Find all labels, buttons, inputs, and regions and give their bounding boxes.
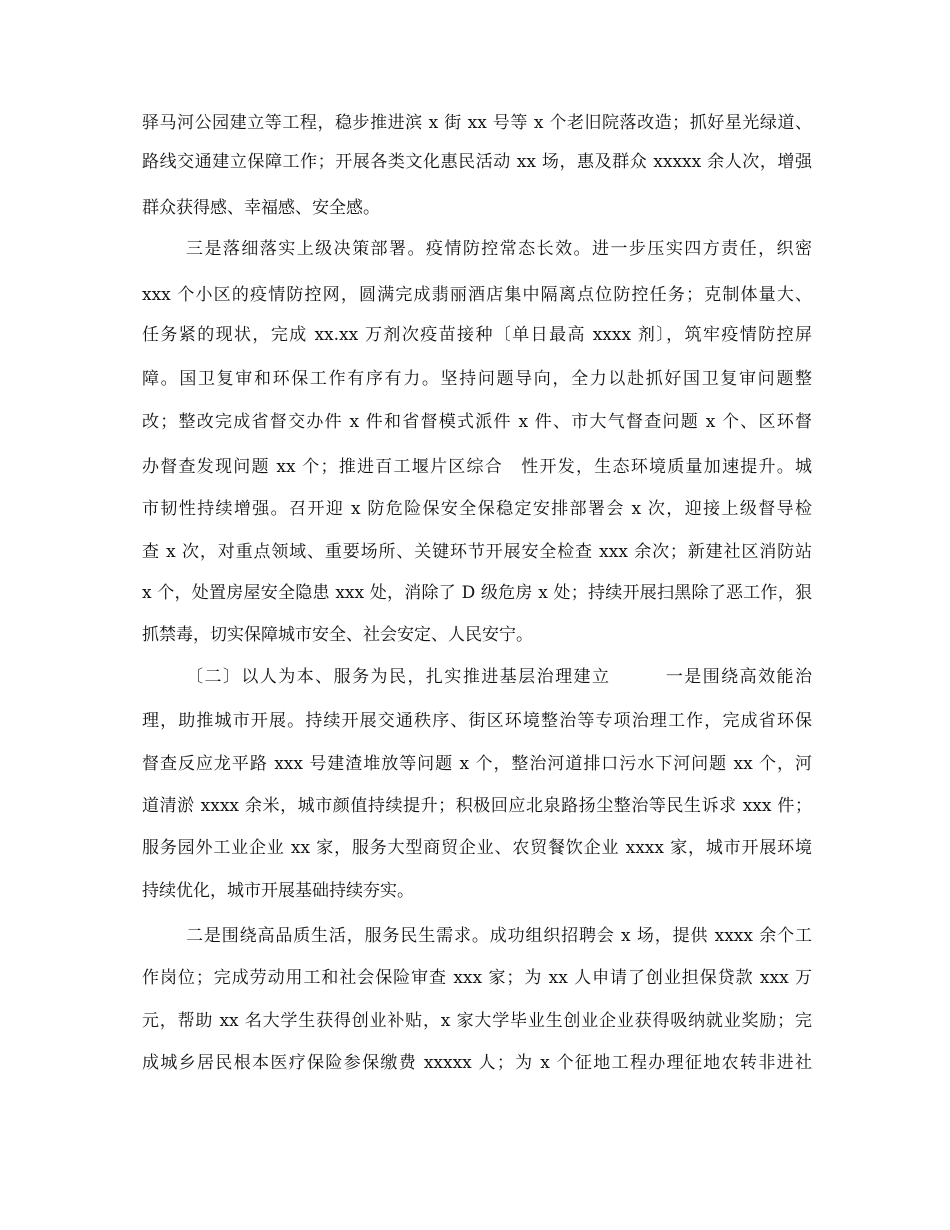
text-line: 元，帮助 xx 名大学生获得创业补贴，x 家大学毕业生创业企业获得吸纳就业奖励；完	[142, 1011, 812, 1031]
text-line: 服务园外工业企业 xx 家，服务大型商贸企业、农贸餐饮企业 xxxx 家，城市开展环境	[142, 838, 812, 858]
text-line: 督查反应龙平路 xxx 号建渣堆放等问题 x 个，整治河道排口污水下河问题 xx 个，河	[142, 754, 812, 774]
text-line: 持续优化，城市开展基础持续夯实。	[142, 881, 414, 901]
text-line: 查 x 次，对重点领域、重要场所、关键环节开展安全检查 xxx 余次；新建社区消防站	[142, 542, 812, 562]
text-line: x 个，处置房屋安全隐患 xxx 处，消除了 D 级危房 x 处；持续开展扫黑除了恶工作，狠	[142, 583, 812, 603]
text-line: 任务紧的现状，完成 xx.xx 万剂次疫苗接种〔单日最高 xxxx 剂〕，筑牢疫情防控屏	[142, 325, 812, 345]
section-heading-line: 〔二〕以人为本、服务为民，扎实推进基层治理建立 一是围绕高效能治	[186, 667, 812, 687]
text-line: xxx 个小区的疫情防控网，圆满完成翡丽酒店集中隔离点位防控任务；克制体量大、	[142, 285, 812, 305]
text-line: 驿马河公园建立等工程，稳步推进滨 x 街 xx 号等 x 个老旧院落改造；抓好星光绿道、	[142, 113, 812, 133]
text-line: 路线交通建立保障工作；开展各类文化惠民活动 xx 场，惠及群众 xxxxx 余人次，增强	[142, 152, 812, 172]
paragraph-first-line: 二是围绕高品质生活，服务民生需求。成功组织招聘会 x 场，提供 xxxx 余个工	[186, 926, 812, 946]
text-line: 抓禁毒，切实保障城市安全、社会安定、人民安宁。	[142, 625, 533, 645]
text-line: 理，助推城市开展。持续开展交通秩序、街区环境整治等专项治理工作，完成省环保	[142, 711, 812, 731]
text-line: 成城乡居民根本医疗保险参保缴费 xxxxx 人；为 x 个征地工程办理征地农转非进社	[142, 1053, 812, 1073]
text-line: 作岗位；完成劳动用工和社会保险审查 xxx 家；为 xx 人申请了创业担保贷款 xxx 万	[142, 968, 812, 988]
text-line: 市韧性持续增强。召开迎 x 防危险保安全保稳定安排部署会 x 次，迎接上级督导检	[142, 499, 812, 519]
text-line: 道清淤 xxxx 余米，城市颜值持续提升；积极回应北泉路扬尘整治等民生诉求 xxx 件；	[142, 796, 812, 816]
text-line: 办督查发现问题 xx 个；推进百工堰片区综合 性开发，生态环境质量加速提升。城	[142, 457, 812, 477]
text-line: 群众获得感、幸福感、安全感。	[142, 198, 380, 218]
paragraph-first-line: 三是落细落实上级决策部署。疫情防控常态长效。进一步压实四方责任，织密	[186, 239, 812, 259]
text-line: 改；整改完成省督交办件 x 件和省督模式派件 x 件、市大气督查问题 x 个、区环督	[142, 412, 812, 432]
text-line: 障。国卫复审和环保工作有序有力。坚持问题导向，全力以赴抓好国卫复审问题整	[142, 369, 812, 389]
